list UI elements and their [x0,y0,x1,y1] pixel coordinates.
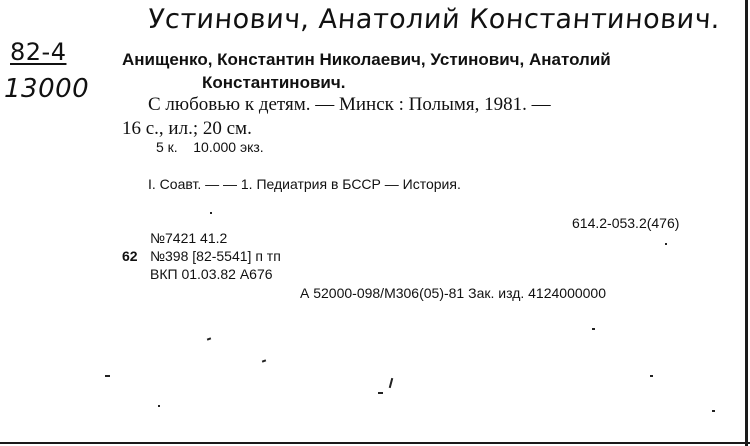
catalog-number: №398 [82-5541] п тп [150,248,281,264]
classification-number: 614.2-053.2(476) [572,215,680,231]
speck [378,392,383,394]
speck [389,378,394,388]
speck [665,243,667,245]
publisher-code: А 52000-098/М306(05)-81 Зак. изд. 4124000000 [300,285,606,301]
handwritten-heading: Устинович, Анатолий Константинович. [146,4,722,35]
authors-line-2: Константинович. [202,73,346,92]
speck [712,410,715,412]
speck [650,375,653,377]
authors-line-1: Анищенко, Константин Николаевич, Устинович, Анатолий [122,50,611,69]
card-right-edge [745,0,748,446]
handwritten-number: 13000 [4,74,90,104]
title-line: С любовью к детям. — Минск : Полымя, 1981. — [148,94,551,115]
line-prefix: 62 [122,248,138,264]
speck [262,359,266,362]
speck [158,405,160,407]
speck [207,337,211,340]
vkp-line: ВКП 01.03.82 А676 [150,266,273,282]
speck [592,328,595,330]
physical-description: 16 с., ил.; 20 см. [122,118,252,139]
handwritten-code: 82-4 [10,38,67,66]
card-bottom-edge [0,442,750,444]
subject-tracing: I. Соавт. — — 1. Педиатрия в БССР — История. [148,176,461,192]
record-number: №7421 41.2 [150,230,228,246]
speck [210,212,212,214]
price-and-print-run: 5 к. 10.000 экз. [156,139,264,155]
speck [105,375,110,377]
